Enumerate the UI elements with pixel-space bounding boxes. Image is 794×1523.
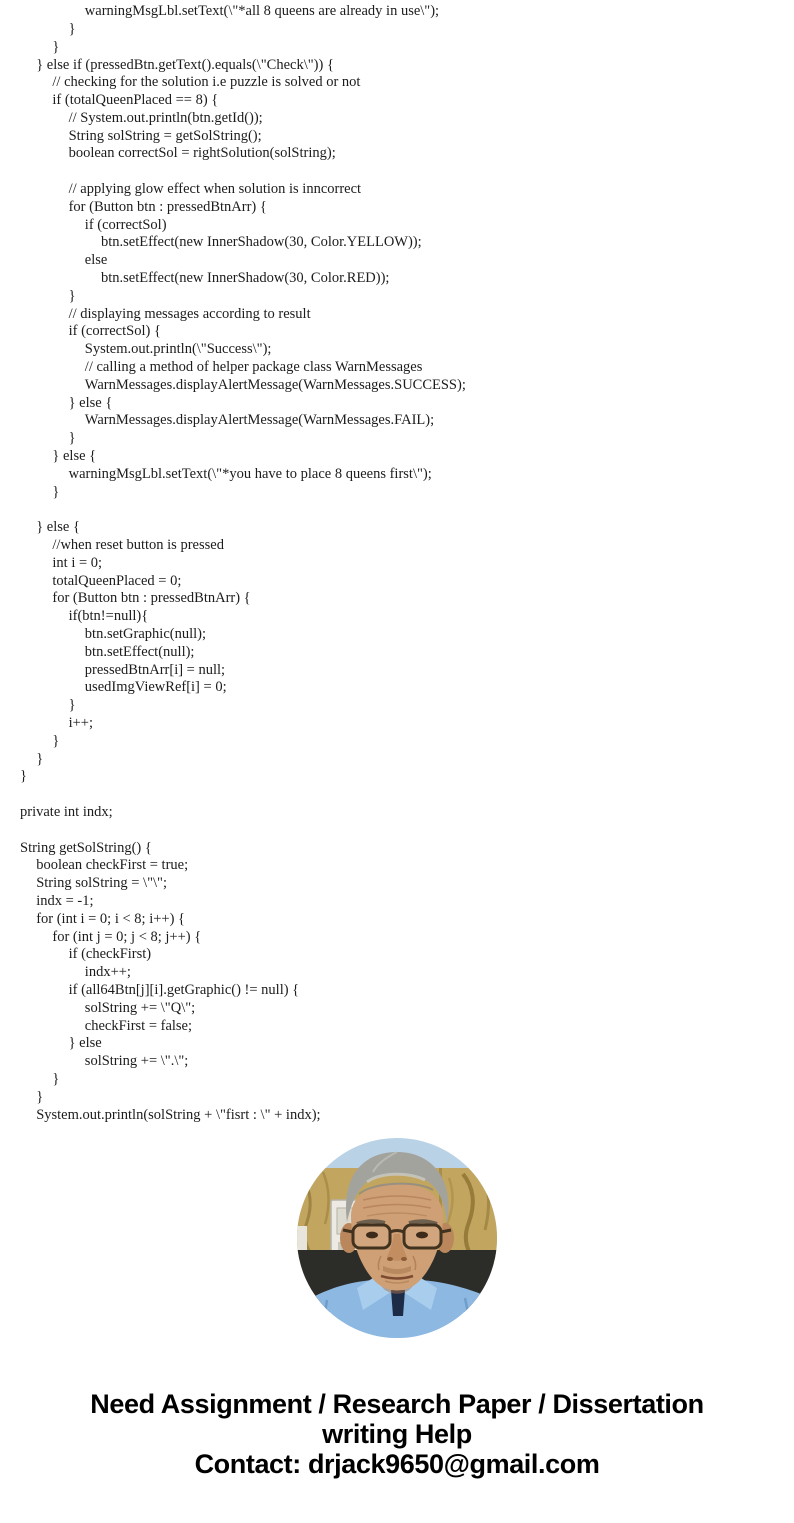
code-line: i++; bbox=[68, 714, 94, 731]
help-heading-line2: writing Help bbox=[322, 1419, 472, 1450]
code-line: } bbox=[52, 38, 60, 55]
code-line: warningMsgLbl.setText(\"*you have to place 8 queens first\"); bbox=[68, 465, 432, 482]
code-line: // System.out.println(btn.getId()); bbox=[68, 109, 263, 126]
code-line: for (int j = 0; j < 8; j++) { bbox=[52, 928, 202, 945]
code-line: usedImgViewRef[i] = 0; bbox=[84, 679, 227, 696]
help-banner bbox=[0, 1389, 794, 1479]
code-line: // checking for the solution i.e puzzle is solved or not bbox=[52, 74, 361, 91]
code-line: String solString = getSolString(); bbox=[68, 127, 262, 144]
code-line: boolean correctSol = rightSolution(solString); bbox=[68, 145, 336, 162]
code-line: if(btn!=null){ bbox=[68, 608, 149, 625]
code-line: indx = -1; bbox=[36, 892, 94, 909]
code-line: System.out.println(solString + \"fisrt : \" + indx); bbox=[36, 1106, 321, 1123]
code-line: btn.setEffect(new InnerShadow(30, Color.RED)); bbox=[101, 270, 390, 287]
code-line: String getSolString() { bbox=[20, 839, 152, 856]
code-line: solString += \"Q\"; bbox=[84, 999, 196, 1016]
code-line: totalQueenPlaced = 0; bbox=[52, 572, 182, 589]
code-line: int i = 0; bbox=[52, 554, 103, 571]
code-line: WarnMessages.displayAlertMessage(WarnMessages.SUCCESS); bbox=[84, 376, 466, 393]
code-line: warningMsgLbl.setText(\"*all 8 queens are already in use\"); bbox=[84, 3, 440, 20]
code-line: //when reset button is pressed bbox=[52, 537, 224, 554]
code-line: } else { bbox=[52, 448, 97, 465]
code-line: } bbox=[52, 732, 60, 749]
code-line: } else bbox=[68, 1035, 102, 1052]
code-line: } else if (pressedBtn.getText().equals(\"Check\")) { bbox=[36, 56, 334, 73]
code-line: if (all64Btn[j][i].getGraphic() != null) { bbox=[68, 981, 300, 998]
code-line: if (checkFirst) bbox=[68, 946, 152, 963]
code-line: if (totalQueenPlaced == 8) { bbox=[52, 92, 219, 109]
code-line bbox=[0, 501, 794, 519]
code-line: } bbox=[68, 697, 76, 714]
code-line: } bbox=[52, 483, 60, 500]
code-line: for (int i = 0; i < 8; i++) { bbox=[36, 910, 185, 927]
code-line: private int indx; bbox=[20, 803, 113, 820]
code-line: } else { bbox=[36, 519, 80, 536]
code-line: // applying glow effect when solution is inncorrect bbox=[68, 181, 362, 198]
code-line: } bbox=[68, 287, 76, 304]
code-line: indx++; bbox=[84, 964, 131, 981]
code-line: WarnMessages.displayAlertMessage(WarnMessages.FAIL); bbox=[84, 412, 435, 429]
code-line bbox=[0, 163, 794, 181]
code-line: } bbox=[36, 750, 44, 767]
code-line: pressedBtnArr[i] = null; bbox=[84, 661, 226, 678]
person-photo-graphic bbox=[297, 1138, 497, 1338]
code-line: else bbox=[84, 252, 108, 269]
code-line: btn.setEffect(new InnerShadow(30, Color.YELLOW)); bbox=[101, 234, 422, 251]
code-line: } bbox=[52, 1070, 60, 1087]
code-line: } bbox=[36, 1088, 44, 1105]
code-line: for (Button btn : pressedBtnArr) { bbox=[68, 198, 267, 215]
code-line: for (Button btn : pressedBtnArr) { bbox=[52, 590, 251, 607]
code-line: checkFirst = false; bbox=[84, 1017, 193, 1034]
code-line: btn.setGraphic(null); bbox=[84, 626, 207, 642]
code-line: String solString = \"\"; bbox=[36, 875, 167, 892]
contact-email: Contact: drjack9650@gmail.com bbox=[194, 1449, 600, 1480]
code-line: if (correctSol) { bbox=[68, 323, 161, 340]
code-line: if (correctSol) bbox=[84, 216, 167, 233]
code-line: // displaying messages according to result bbox=[68, 305, 311, 322]
profile-photo bbox=[297, 1138, 497, 1338]
help-heading-line1: Need Assignment / Research Paper / Dissertation bbox=[90, 1389, 704, 1420]
code-line: } bbox=[68, 20, 76, 37]
code-line: solString += \".\"; bbox=[84, 1053, 189, 1070]
code-line: btn.setEffect(null); bbox=[84, 643, 195, 660]
code-line: } else { bbox=[68, 394, 113, 411]
code-line: boolean checkFirst = true; bbox=[36, 857, 189, 874]
code-line: // calling a method of helper package class WarnMessages bbox=[84, 359, 423, 376]
code-line: System.out.println(\"Success\"); bbox=[84, 341, 272, 358]
code-line bbox=[0, 786, 794, 804]
code-line bbox=[0, 822, 794, 840]
code-line: } bbox=[20, 768, 27, 785]
code-line: } bbox=[68, 430, 76, 447]
